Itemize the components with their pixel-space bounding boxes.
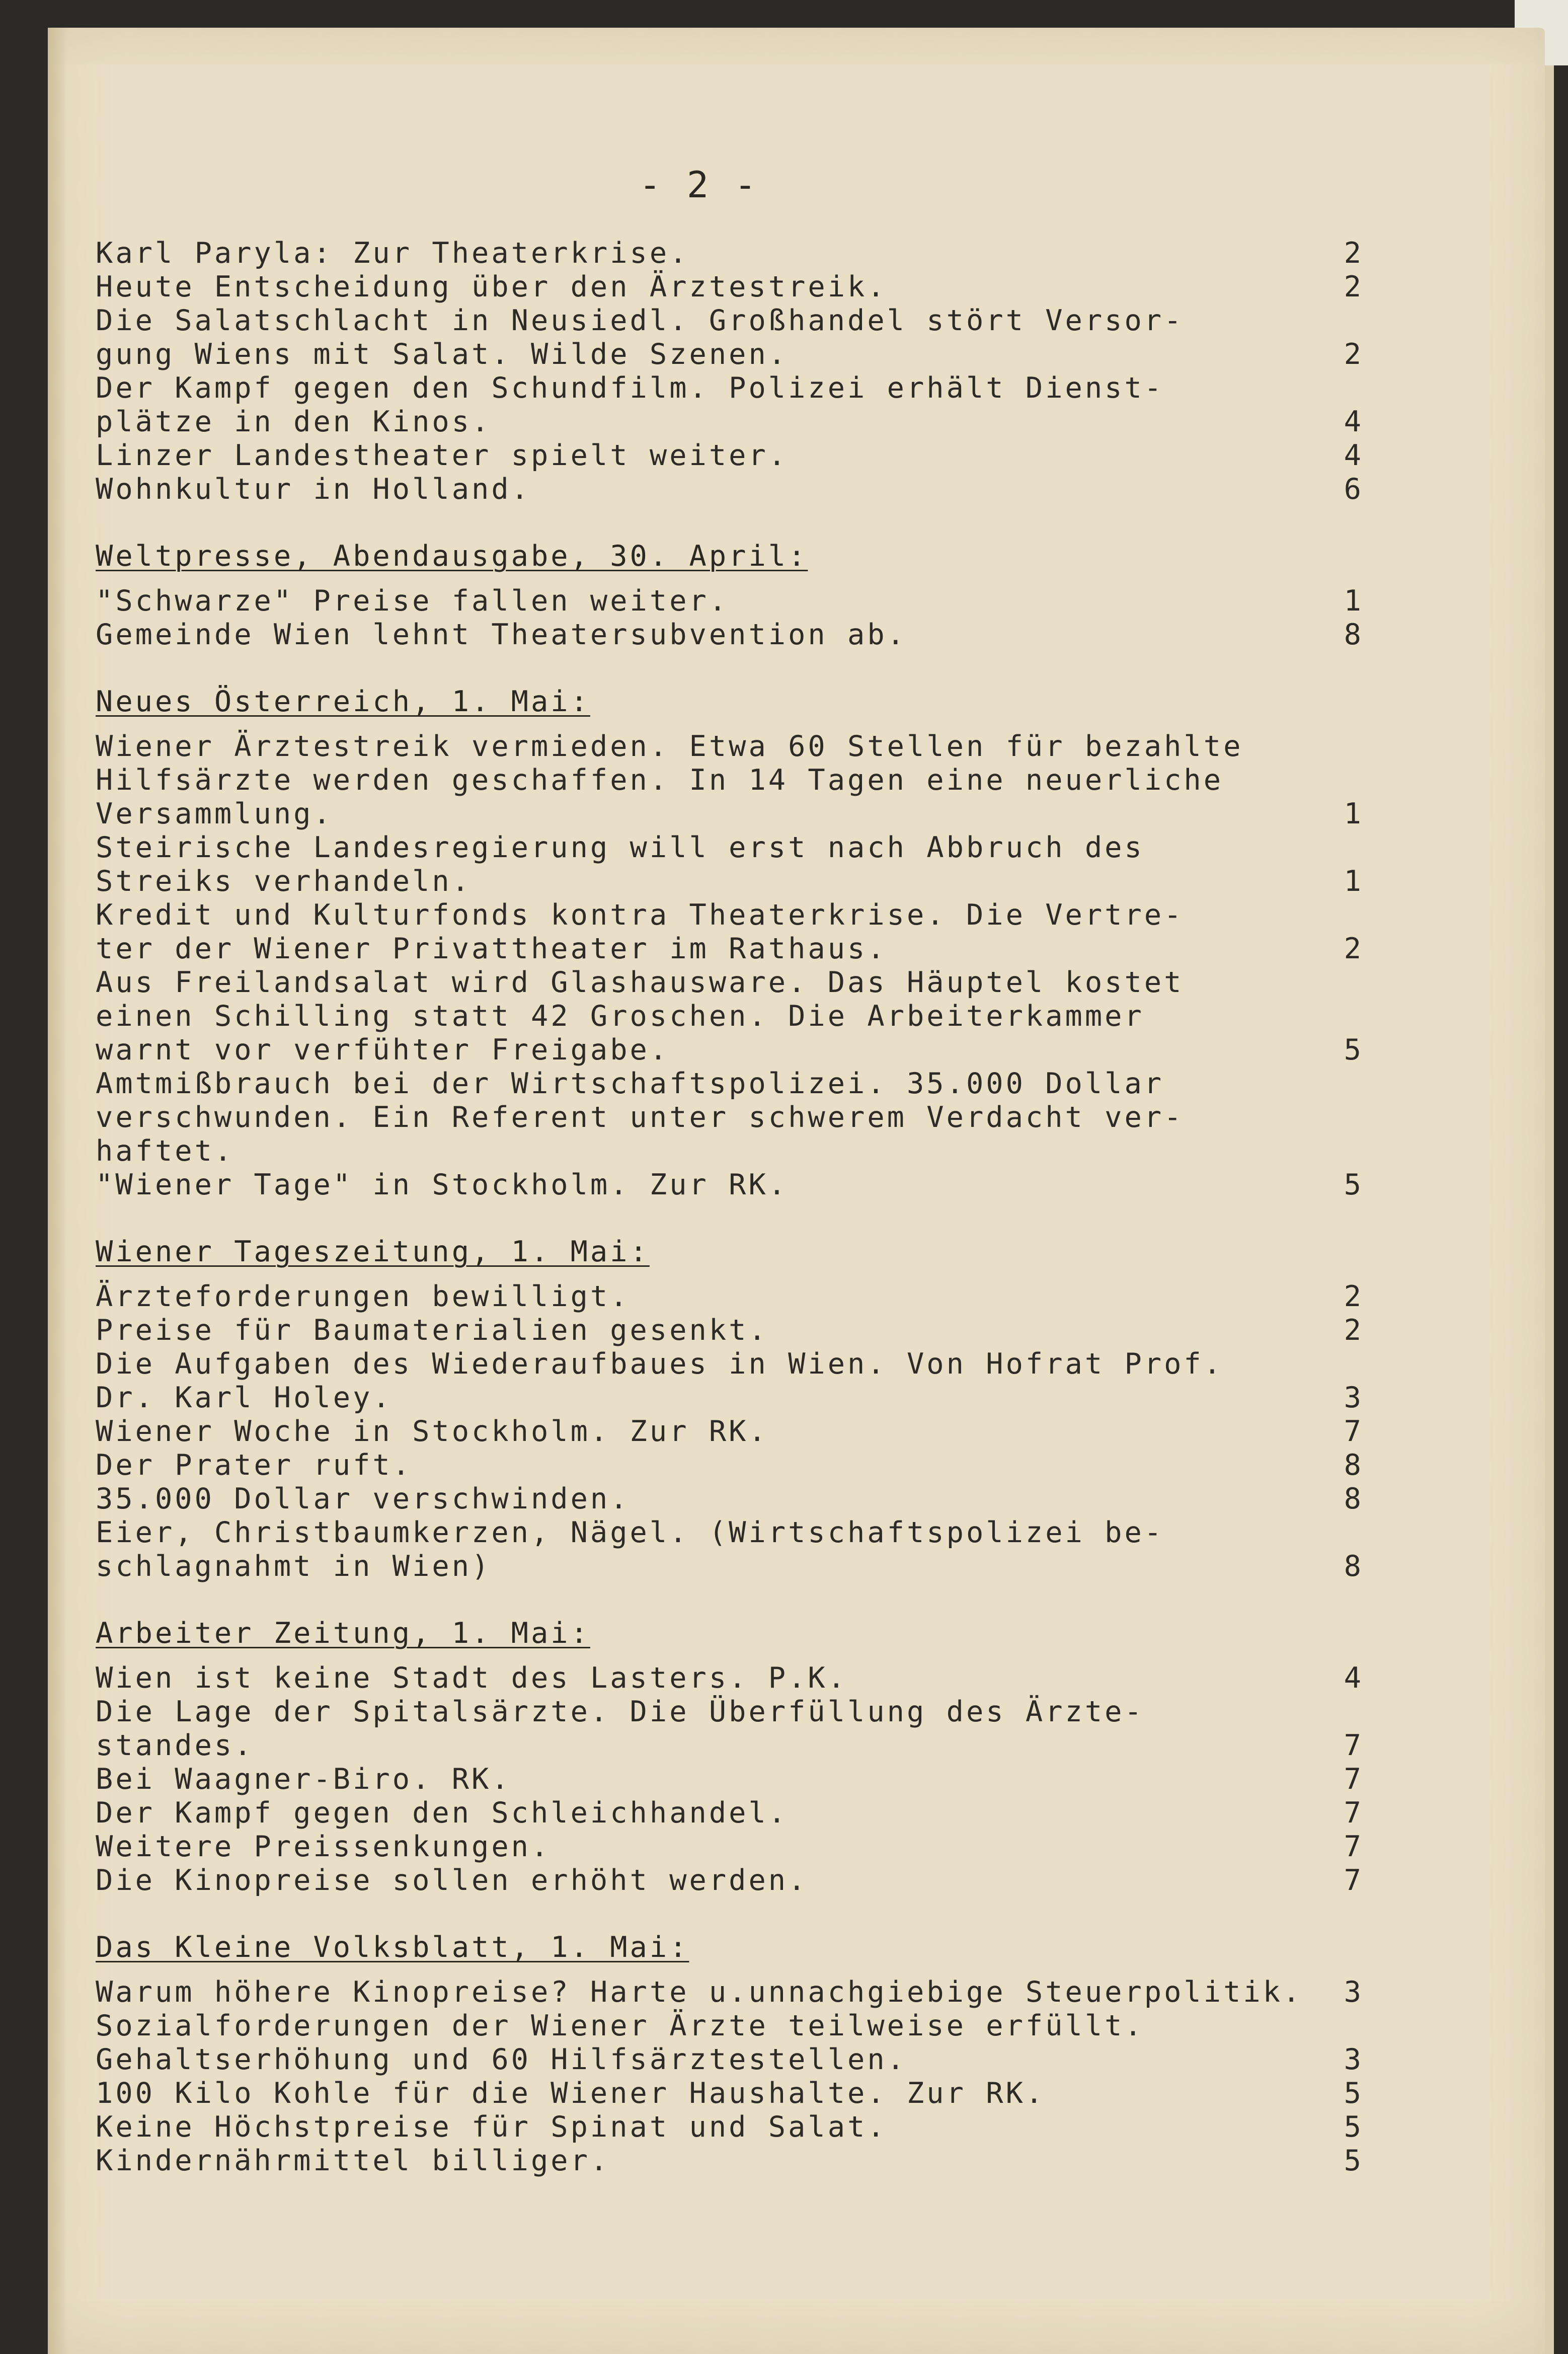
- article-entry: [96, 270, 1364, 304]
- article-entry: [96, 730, 1364, 831]
- article-title: Die Lage der Spitalsärzte. Die Überfüllung des Ärzte- standes.: [96, 1695, 1144, 1762]
- article-title: Die Aufgaben des Wiederaufbaues in Wien. Von Hofrat Prof. Dr. Karl Holey.: [96, 1347, 1224, 1414]
- article-page-number: 1: [1344, 865, 1364, 898]
- article-entry: [96, 1976, 1364, 2009]
- article-entry: [96, 1482, 1364, 1516]
- article-title: Wiener Woche in Stockholm. Zur RK.: [96, 1415, 768, 1448]
- article-page-number: 3: [1344, 1976, 1364, 2009]
- article-page-number: 8: [1344, 1449, 1364, 1482]
- article-page-number: 8: [1344, 618, 1364, 651]
- article-page-number: 4: [1344, 439, 1364, 472]
- article-title: "Schwarze" Preise fallen weiter.: [96, 584, 729, 618]
- article-title: Karl Paryla: Zur Theaterkrise.: [96, 237, 689, 270]
- article-entry: [96, 1864, 1364, 1897]
- article-title: Wiener Ärztestreik vermieden. Etwa 60 Stellen für bezahlte Hilfsärzte werden geschaffen. In 14 Tagen eine neuerliche Versammlung.: [96, 730, 1243, 830]
- article-page-number: 1: [1344, 584, 1364, 618]
- article-page-number: 5: [1344, 1168, 1364, 1201]
- article-entry: [96, 831, 1364, 898]
- page-number: - 2 -: [639, 164, 758, 206]
- article-entry: [96, 2144, 1364, 2178]
- article-title: Weitere Preissenkungen.: [96, 1830, 551, 1863]
- article-entry: [96, 371, 1364, 439]
- article-page-number: 2: [1344, 932, 1364, 965]
- article-page-number: 5: [1344, 1033, 1364, 1067]
- article-entry: [96, 473, 1364, 506]
- article-entry: [96, 2110, 1364, 2144]
- article-entry: [96, 1830, 1364, 1864]
- article-page-number: 4: [1344, 405, 1364, 438]
- article-title: Steirische Landesregierung will erst nach Abbruch des Streiks verhandeln.: [96, 831, 1144, 898]
- article-page-number: 7: [1344, 1830, 1364, 1863]
- article-title: Kindernährmittel billiger.: [96, 2144, 610, 2177]
- article-page-number: 5: [1344, 2077, 1364, 2110]
- article-page-number: 7: [1344, 1415, 1364, 1448]
- article-title: Eier, Christbaumkerzen, Nägel. (Wirtschaftspolizei be- schlagnahmt in Wien): [96, 1516, 1164, 1583]
- article-page-number: 2: [1344, 270, 1364, 303]
- article-page-number: 2: [1344, 1280, 1364, 1313]
- article-title: Der Prater ruft.: [96, 1449, 413, 1482]
- article-page-number: 7: [1344, 1796, 1364, 1830]
- article-entry: [96, 1314, 1364, 1347]
- article-entry: [96, 1168, 1364, 1202]
- newspaper-heading: Weltpresse, Abendausgabe, 30. April:: [96, 540, 808, 573]
- article-entry: [96, 618, 1364, 652]
- article-title: Gehaltserhöhung und 60 Hilfsärztestellen.: [96, 2043, 907, 2076]
- article-entry: [96, 966, 1364, 1067]
- article-page-number: 2: [1344, 1314, 1364, 1347]
- article-title: Die Kinopreise sollen erhöht werden.: [96, 1864, 808, 1897]
- article-title: Der Kampf gegen den Schundfilm. Polizei erhält Dienst- plätze in den Kinos.: [96, 371, 1164, 438]
- article-page-number: 2: [1344, 237, 1364, 270]
- newspaper-section: [96, 1617, 1364, 1897]
- article-title: 100 Kilo Kohle für die Wiener Haushalte. Zur RK.: [96, 2077, 1046, 2110]
- article-title: Warum höhere Kinopreise? Harte u.unnachgiebige Steuerpolitik.: [96, 1976, 1303, 2009]
- article-page-number: 3: [1344, 2043, 1364, 2076]
- article-entry: [96, 2043, 1364, 2077]
- article-page-number: 7: [1344, 1729, 1364, 1762]
- article-page-number: 5: [1344, 2144, 1364, 2177]
- article-page-number: 7: [1344, 1763, 1364, 1796]
- article-title: Amtmißbrauch bei der Wirtschaftspolizei. 35.000 Dollar verschwunden. Ein Referent unter schwerem Verdacht ver- haftet.: [96, 1067, 1184, 1168]
- article-entry: [96, 1347, 1364, 1415]
- article-title: Wien ist keine Stadt des Lasters. P.K.: [96, 1661, 848, 1695]
- article-title: Heute Entscheidung über den Ärztestreik.: [96, 270, 887, 303]
- article-entry: [96, 1067, 1364, 1168]
- newspaper-heading: Neues Österreich, 1. Mai:: [96, 685, 590, 718]
- article-entry: [96, 1796, 1364, 1830]
- article-page-number: 7: [1344, 1864, 1364, 1897]
- article-entry: [96, 1661, 1364, 1695]
- article-page-number: 1: [1344, 797, 1364, 830]
- article-title: "Wiener Tage" in Stockholm. Zur RK.: [96, 1168, 789, 1201]
- article-entry: [96, 2009, 1364, 2043]
- article-title: Wohnkultur in Holland.: [96, 473, 531, 506]
- article-entry: [96, 1449, 1364, 1482]
- article-entry: [96, 304, 1364, 371]
- article-title: 35.000 Dollar verschwinden.: [96, 1482, 630, 1515]
- article-page-number: 8: [1344, 1482, 1364, 1515]
- article-title: Linzer Landestheater spielt weiter.: [96, 439, 789, 472]
- newspaper-section: [96, 237, 1364, 506]
- article-title: Gemeinde Wien lehnt Theatersubvention ab.: [96, 618, 907, 651]
- article-page-number: 3: [1344, 1381, 1364, 1414]
- article-entry: [96, 898, 1364, 966]
- article-page-number: 5: [1344, 2110, 1364, 2144]
- article-title: Bei Waagner-Biro. RK.: [96, 1763, 511, 1796]
- newspaper-section: [96, 685, 1364, 1202]
- newspaper-heading: Arbeiter Zeitung, 1. Mai:: [96, 1617, 590, 1650]
- article-title: Die Salatschlacht in Neusiedl. Großhandel stört Versor- gung Wiens mit Salat. Wilde Szenen.: [96, 304, 1184, 371]
- article-entry: [96, 1763, 1364, 1796]
- article-page-number: 4: [1344, 1661, 1364, 1695]
- article-title: Ärzteforderungen bewilligt.: [96, 1280, 630, 1313]
- article-title: Sozialforderungen der Wiener Ärzte teilweise erfüllt.: [96, 2009, 1144, 2042]
- article-entry: [96, 237, 1364, 270]
- article-entry: [96, 1516, 1364, 1583]
- article-entry: [96, 2077, 1364, 2110]
- article-title: Keine Höchstpreise für Spinat und Salat.: [96, 2110, 887, 2144]
- press-review-list: [96, 237, 1364, 2178]
- newspaper-section: [96, 1235, 1364, 1583]
- article-title: Der Kampf gegen den Schleichhandel.: [96, 1796, 789, 1830]
- article-entry: [96, 439, 1364, 473]
- newspaper-heading: Wiener Tageszeitung, 1. Mai:: [96, 1235, 650, 1268]
- newspaper-heading: Das Kleine Volksblatt, 1. Mai:: [96, 1931, 689, 1964]
- newspaper-section: [96, 1931, 1364, 2178]
- article-title: Preise für Baumaterialien gesenkt.: [96, 1314, 768, 1347]
- article-entry: [96, 1415, 1364, 1449]
- article-title: Aus Freilandsalat wird Glashausware. Das Häuptel kostet einen Schilling statt 42 Groschen. Die Arbeiterkammer warnt vor verfühter Freigabe.: [96, 966, 1184, 1067]
- page-edge: [1545, 65, 1554, 2354]
- newspaper-section: [96, 540, 1364, 652]
- article-entry: [96, 584, 1364, 618]
- article-entry: [96, 1695, 1364, 1763]
- article-page-number: 8: [1344, 1550, 1364, 1583]
- article-entry: [96, 1280, 1364, 1314]
- article-title: Kredit und Kulturfonds kontra Theaterkrise. Die Vertre- ter der Wiener Privattheater im Rathaus.: [96, 898, 1184, 965]
- article-page-number: 6: [1344, 473, 1364, 506]
- article-page-number: 2: [1344, 338, 1364, 371]
